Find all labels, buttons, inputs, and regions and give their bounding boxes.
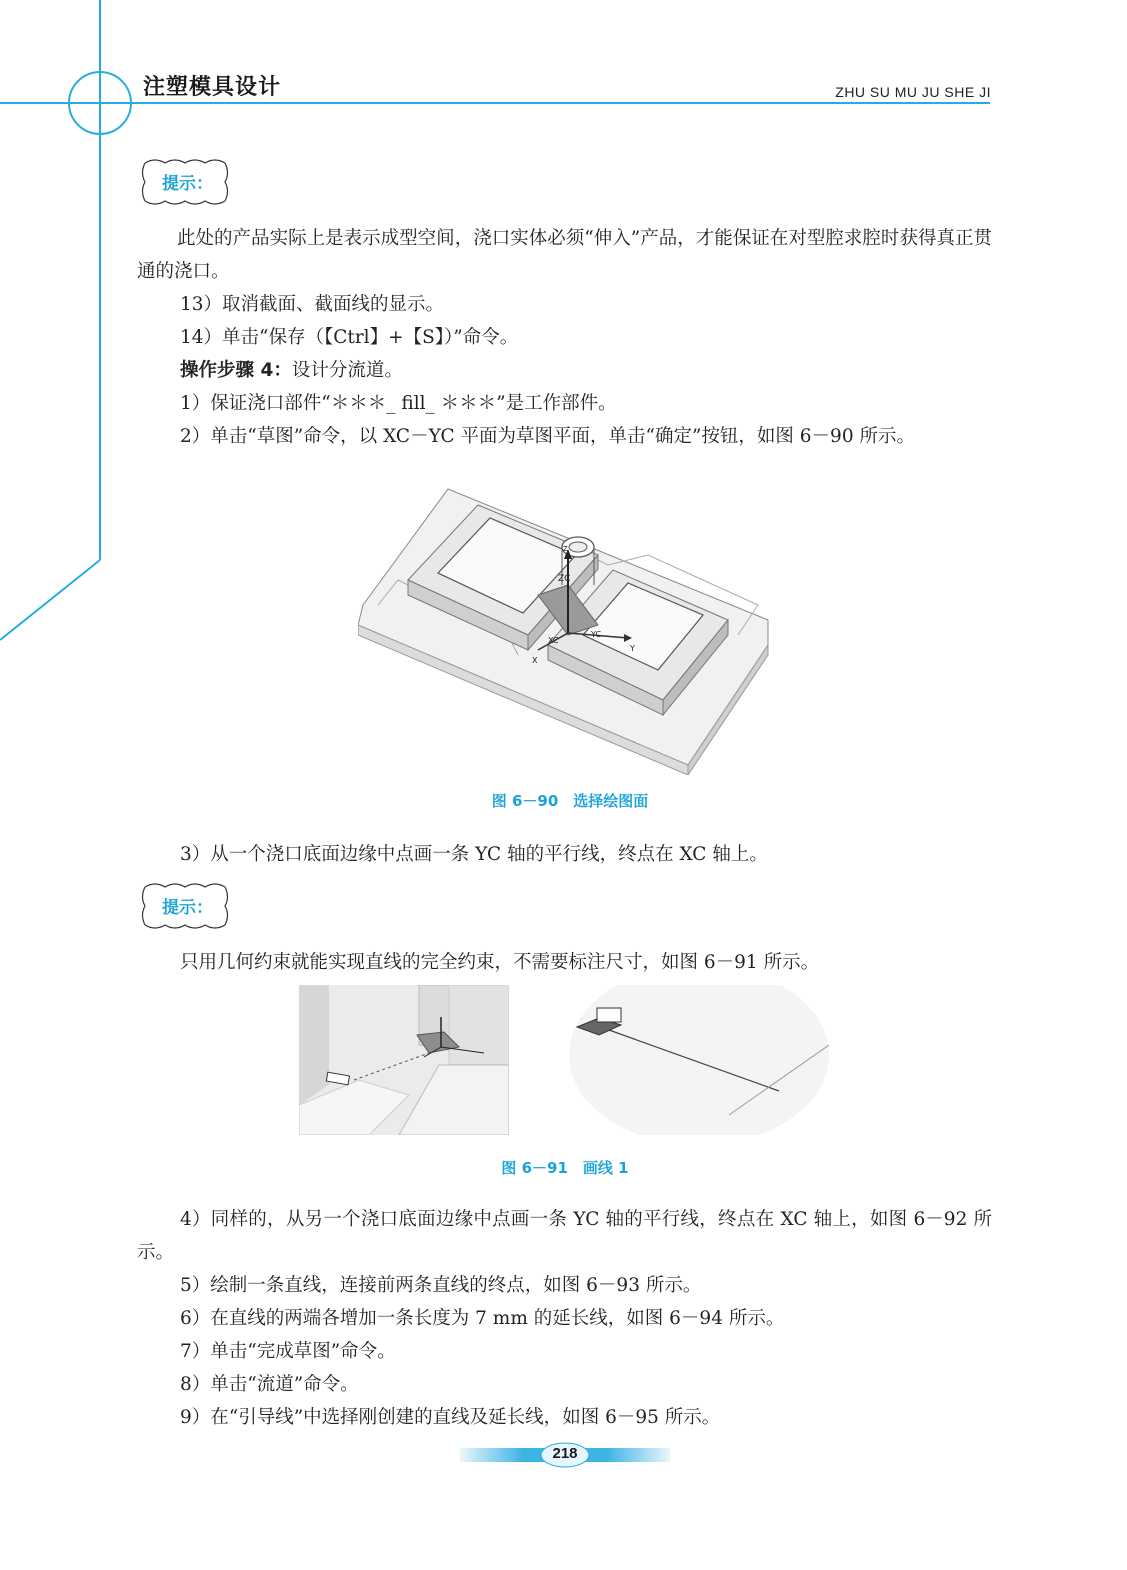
figure-6-90-caption: 图 6－90 选择绘图面 — [491, 792, 649, 810]
tip-label: 提示： — [162, 898, 213, 918]
figure-6-91-right — [569, 985, 829, 1135]
fig90-label-yc: YC — [591, 630, 602, 639]
figure-6-90 — [358, 485, 773, 775]
step-13: 13）取消截面、截面线的显示。 — [180, 294, 445, 315]
header-title: 注塑模具设计 — [143, 75, 282, 100]
step-b1: 1）保证浇口部件“＊＊＊_ fill_ ＊＊＊”是工作部件。 — [180, 393, 617, 414]
step4-heading — [180, 354, 403, 387]
step-14: 14）单击“保存（【Ctrl】+【S】）”命令。 — [180, 327, 519, 348]
page-number-badge — [460, 1442, 670, 1468]
fig90-label-z: Z — [563, 545, 568, 553]
step-c7: 7）单击“完成草图”命令。 — [180, 1341, 396, 1362]
step-b2-text: 2）单击“草图”命令，以 XC－YC 平面为草图平面，单击“确定”按钮，如图 6－90 所示。 — [180, 426, 915, 447]
fig90-label-xc: XC — [548, 636, 559, 645]
tip-box — [140, 157, 230, 207]
step-b3: 3）从一个浇口底面边缘中点画一条 YC 轴的平行线，终点在 XC 轴上。 — [180, 844, 768, 865]
tip1-paragraph — [137, 222, 992, 288]
step4-text: 设计分流道。 — [291, 360, 403, 381]
step-c5: 5）绘制一条直线，连接前两条直线的终点，如图 6－93 所示。 — [180, 1275, 702, 1296]
step-b4-text: 4）同样的，从另一个浇口底面边缘中点画一条 YC 轴的平行线，终点在 XC 轴上，如图 6－92 所示。 — [137, 1209, 992, 1263]
step-b4 — [137, 1203, 992, 1269]
fig90-label-y: Y — [630, 644, 635, 653]
tip1-text: 此处的产品实际上是表示成型空间，浇口实体必须“伸入”产品，才能保证在对型腔求腔时获得真正贯通的浇口。 — [137, 228, 992, 282]
step-c8: 8）单击“流道”命令。 — [180, 1374, 359, 1395]
step-c6: 6）在直线的两端各增加一条长度为 7 mm 的延长线，如图 6－94 所示。 — [180, 1308, 785, 1329]
tip2-text: 只用几何约束就能实现直线的完全约束，不需要标注尺寸，如图 6－91 所示。 — [180, 952, 820, 973]
tip-box — [140, 881, 230, 931]
fig90-label-x: X — [532, 656, 538, 665]
step-c9: 9）在“引导线”中选择刚创建的直线及延长线，如图 6－95 所示。 — [180, 1407, 721, 1428]
page-number: 218 — [552, 1445, 578, 1462]
step-b2 — [137, 420, 992, 453]
figure-6-91-left — [299, 985, 509, 1135]
fig90-label-zc: ZC — [558, 574, 571, 584]
step4-label: 操作步骤 4： — [180, 360, 292, 381]
figure-6-91-caption: 图 6－91 画线 1 — [501, 1159, 629, 1177]
header-pinyin: ZHU SU MU JU SHE JI — [835, 84, 991, 100]
tip-label: 提示： — [162, 174, 213, 194]
